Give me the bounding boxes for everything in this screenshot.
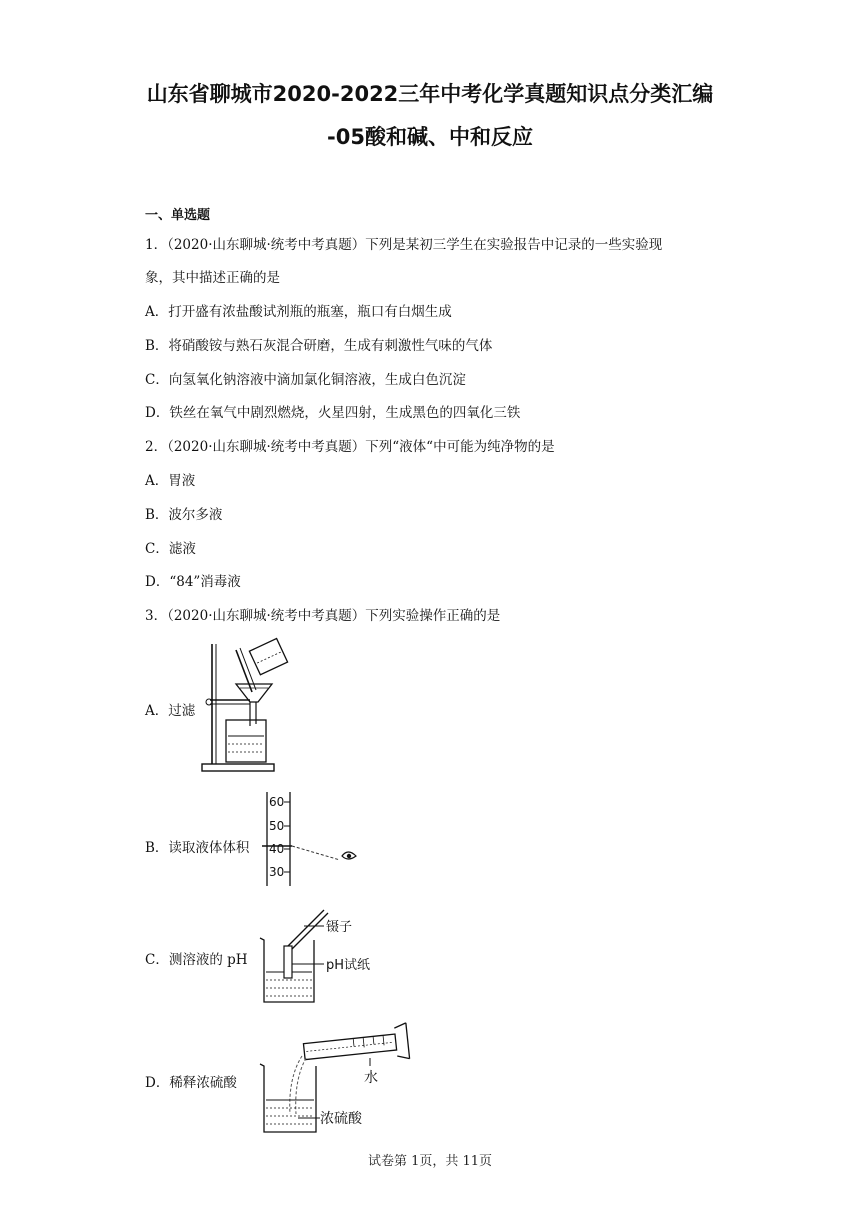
filtration-diagram	[200, 636, 290, 776]
cylinder-tick-50: 50	[269, 819, 285, 833]
cylinder-tick-60: 60	[269, 795, 285, 809]
tweezers-label: 镊子	[326, 920, 353, 935]
q1-option-d: D．铁丝在氧气中剧烈燃烧，火星四射，生成黑色的四氧化三铁	[145, 405, 521, 421]
q3-option-a: A．过滤	[145, 703, 196, 719]
page-footer: 试卷第 1页，共 11页	[367, 1154, 493, 1169]
q3-option-c: C．测溶液的 pH	[145, 952, 248, 968]
q1-option-b: B．将硝酸铵与熟石灰混合研磨，生成有刺激性气味的气体	[145, 338, 493, 354]
q2-option-d: D．“84”消毒液	[145, 574, 241, 590]
ph-test-diagram	[258, 906, 388, 1006]
page-title-line2: -05酸和碱、中和反应	[327, 125, 533, 149]
cylinder-tick-40: 40	[269, 842, 285, 856]
water-label: 水	[364, 1070, 378, 1086]
q2-option-a: A．胃液	[145, 473, 196, 489]
q2-option-b: B．波尔多液	[145, 507, 223, 523]
page-title-line1: 山东省聊城市2020-2022三年中考化学真题知识点分类汇编	[146, 82, 714, 106]
q2-option-c: C．滤液	[145, 541, 196, 557]
section-heading: 一、单选题	[145, 208, 211, 223]
q3-option-b: B．读取液体体积	[145, 840, 250, 856]
q2-stem: 2．（2020·山东聊城·统考中考真题）下列“液体“中可能为纯净物的是	[145, 439, 555, 455]
q3-stem: 3．（2020·山东聊城·统考中考真题）下列实验操作正确的是	[145, 608, 501, 624]
eye-icon	[342, 852, 356, 859]
cylinder-tick-30: 30	[269, 865, 285, 879]
q1-stem-line2: 象，其中描述正确的是	[145, 270, 280, 286]
cylinder-reading-diagram	[262, 790, 372, 890]
q1-option-a: A．打开盛有浓盐酸试剂瓶的瓶塞，瓶口有白烟生成	[145, 304, 452, 320]
acid-label: 浓硫酸	[320, 1111, 362, 1127]
q3-option-d: D．稀释浓硫酸	[145, 1075, 237, 1091]
dilution-diagram	[258, 1026, 418, 1138]
q1-stem-line1: 1．（2020·山东聊城·统考中考真题）下列是某初三学生在实验报告中记录的一些实验现	[145, 237, 663, 253]
ph-paper-label: pH试纸	[326, 958, 371, 973]
q1-option-c: C．向氢氧化钠溶液中滴加氯化铜溶液，生成白色沉淀	[145, 372, 466, 388]
